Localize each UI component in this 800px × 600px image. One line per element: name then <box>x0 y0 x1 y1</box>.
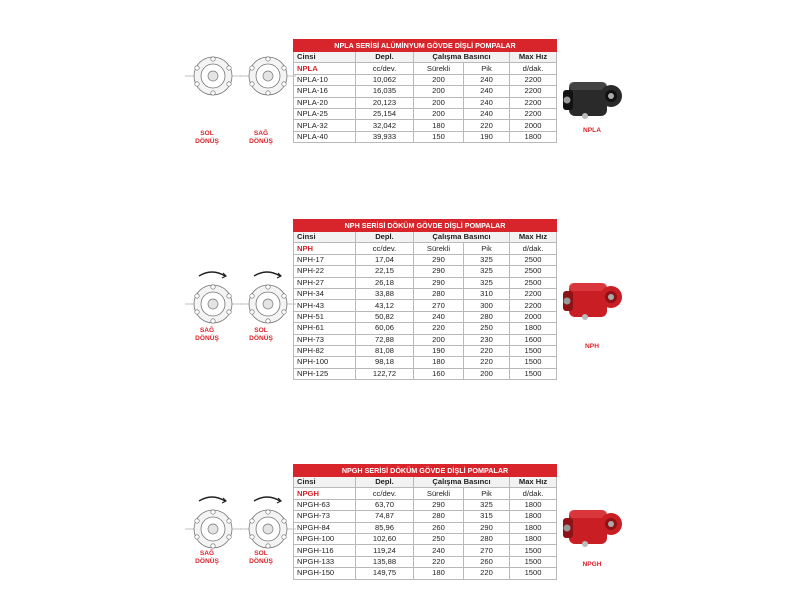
table-row <box>294 533 557 544</box>
cell-max-speed: 2200 <box>510 108 557 119</box>
cell-displacement: 32,042 <box>356 120 414 131</box>
cell-continuous: 180 <box>414 357 464 368</box>
table-unit-row <box>294 63 557 74</box>
speed-unit: d/dak. <box>510 488 557 499</box>
table-row <box>294 311 557 322</box>
table-title: NPLA SERİSİ ALÜMİNYUM GÖVDE DİŞLİ POMPALAR <box>294 40 557 52</box>
cell-continuous: 270 <box>414 300 464 311</box>
table-row <box>294 545 557 556</box>
col-depl: Depl. <box>356 477 414 488</box>
cell-displacement: 16,035 <box>356 86 414 97</box>
col-cinsi: Cinsi <box>294 232 356 243</box>
pump-spec-table <box>293 464 557 580</box>
pressure-cont: Sürekli <box>414 488 464 499</box>
col-max: Max Hız <box>510 232 557 243</box>
cell-model: NPH-51 <box>294 311 356 322</box>
cell-model: NPGH-133 <box>294 556 356 567</box>
rotation-diagram-left <box>185 270 241 335</box>
pump-label: NPLA <box>583 127 601 134</box>
cell-displacement: 72,88 <box>356 334 414 345</box>
speed-unit: d/dak. <box>510 63 557 74</box>
cell-continuous: 290 <box>414 277 464 288</box>
cell-displacement: 85,96 <box>356 522 414 533</box>
cell-continuous: 280 <box>414 288 464 299</box>
pump-image <box>563 72 623 129</box>
series-name: NPH <box>294 243 356 254</box>
cell-model: NPGH-84 <box>294 522 356 533</box>
cell-peak: 250 <box>464 323 510 334</box>
cell-max-speed: 1800 <box>510 522 557 533</box>
table-row <box>294 120 557 131</box>
cell-displacement: 63,70 <box>356 499 414 510</box>
table-row <box>294 74 557 85</box>
rotation-diagram-left <box>185 42 241 107</box>
cell-displacement: 10,062 <box>356 74 414 85</box>
table-header-row <box>294 52 557 63</box>
cell-model: NPH-43 <box>294 300 356 311</box>
cell-model: NPGH-63 <box>294 499 356 510</box>
pump-image <box>563 273 623 330</box>
pressure-peak: Pik <box>464 243 510 254</box>
cell-peak: 280 <box>464 311 510 322</box>
table-row <box>294 277 557 288</box>
cell-displacement: 135,88 <box>356 556 414 567</box>
cell-displacement: 122,72 <box>356 368 414 379</box>
cell-displacement: 81,08 <box>356 345 414 356</box>
cell-peak: 190 <box>464 131 510 142</box>
cell-displacement: 26,18 <box>356 277 414 288</box>
cell-max-speed: 1500 <box>510 568 557 579</box>
cell-max-speed: 2200 <box>510 300 557 311</box>
table-unit-row <box>294 488 557 499</box>
pressure-cont: Sürekli <box>414 63 464 74</box>
cell-max-speed: 1800 <box>510 323 557 334</box>
cell-max-speed: 1500 <box>510 556 557 567</box>
table-row <box>294 300 557 311</box>
cell-max-speed: 2500 <box>510 277 557 288</box>
cell-model: NPH-22 <box>294 266 356 277</box>
cell-model: NPLA-20 <box>294 97 356 108</box>
cell-model: NPLA-40 <box>294 131 356 142</box>
cell-max-speed: 1500 <box>510 545 557 556</box>
cell-max-speed: 1500 <box>510 357 557 368</box>
col-pressure: Çalışma Basıncı <box>414 52 510 63</box>
cell-peak: 240 <box>464 108 510 119</box>
pump-spec-table <box>293 39 557 143</box>
cell-max-speed: 2200 <box>510 97 557 108</box>
cell-continuous: 180 <box>414 120 464 131</box>
table-row <box>294 334 557 345</box>
table-unit-row <box>294 243 557 254</box>
cell-peak: 220 <box>464 357 510 368</box>
rotation-label-right: SOL DÖNÜŞ <box>249 327 273 342</box>
cell-continuous: 290 <box>414 499 464 510</box>
cell-displacement: 43,12 <box>356 300 414 311</box>
cell-max-speed: 2000 <box>510 311 557 322</box>
table-row <box>294 345 557 356</box>
cell-peak: 230 <box>464 334 510 345</box>
table-row <box>294 131 557 142</box>
cell-displacement: 25,154 <box>356 108 414 119</box>
table-row <box>294 288 557 299</box>
table-title: NPH SERİSİ DÖKÜM GÖVDE DİŞLİ POMPALAR <box>294 220 557 232</box>
cell-peak: 325 <box>464 266 510 277</box>
cell-displacement: 33,88 <box>356 288 414 299</box>
cell-continuous: 200 <box>414 86 464 97</box>
cell-model: NPH-73 <box>294 334 356 345</box>
cell-displacement: 50,82 <box>356 311 414 322</box>
table-row <box>294 568 557 579</box>
cell-model: NPLA-16 <box>294 86 356 97</box>
rotation-label-right: SOL DÖNÜŞ <box>249 550 273 565</box>
depl-unit: cc/dev. <box>356 488 414 499</box>
table-row <box>294 97 557 108</box>
cell-max-speed: 2200 <box>510 74 557 85</box>
cell-peak: 270 <box>464 545 510 556</box>
cell-displacement: 74,87 <box>356 511 414 522</box>
cell-peak: 220 <box>464 568 510 579</box>
cell-model: NPGH-116 <box>294 545 356 556</box>
cell-model: NPLA-25 <box>294 108 356 119</box>
cell-model: NPH-61 <box>294 323 356 334</box>
cell-model: NPH-100 <box>294 357 356 368</box>
cell-displacement: 60,06 <box>356 323 414 334</box>
cell-continuous: 220 <box>414 556 464 567</box>
cell-model: NPH-82 <box>294 345 356 356</box>
cell-max-speed: 1600 <box>510 334 557 345</box>
cell-displacement: 39,933 <box>356 131 414 142</box>
table-row <box>294 323 557 334</box>
col-max: Max Hız <box>510 477 557 488</box>
table-row <box>294 499 557 510</box>
cell-continuous: 160 <box>414 368 464 379</box>
depl-unit: cc/dev. <box>356 63 414 74</box>
cell-model: NPH-17 <box>294 254 356 265</box>
depl-unit: cc/dev. <box>356 243 414 254</box>
cell-continuous: 250 <box>414 533 464 544</box>
cell-continuous: 200 <box>414 97 464 108</box>
cell-continuous: 150 <box>414 131 464 142</box>
cell-max-speed: 1800 <box>510 511 557 522</box>
table-row <box>294 108 557 119</box>
cell-continuous: 240 <box>414 311 464 322</box>
pressure-peak: Pik <box>464 63 510 74</box>
cell-max-speed: 2500 <box>510 254 557 265</box>
rotation-label-left: SAĞ DÖNÜŞ <box>195 327 219 342</box>
cell-max-speed: 1800 <box>510 131 557 142</box>
pressure-peak: Pik <box>464 488 510 499</box>
pressure-cont: Sürekli <box>414 243 464 254</box>
cell-peak: 240 <box>464 74 510 85</box>
cell-model: NPGH-100 <box>294 533 356 544</box>
cell-displacement: 149,75 <box>356 568 414 579</box>
cell-displacement: 98,18 <box>356 357 414 368</box>
cell-continuous: 220 <box>414 323 464 334</box>
cell-model: NPGH-150 <box>294 568 356 579</box>
cell-displacement: 20,123 <box>356 97 414 108</box>
cell-model: NPGH-73 <box>294 511 356 522</box>
cell-peak: 280 <box>464 533 510 544</box>
pump-image <box>563 500 623 557</box>
cell-model: NPLA-10 <box>294 74 356 85</box>
table-header-row <box>294 232 557 243</box>
cell-continuous: 180 <box>414 568 464 579</box>
table-row <box>294 357 557 368</box>
rotation-label-left: SAĞ DÖNÜŞ <box>195 550 219 565</box>
cell-continuous: 290 <box>414 266 464 277</box>
cell-max-speed: 2200 <box>510 86 557 97</box>
col-cinsi: Cinsi <box>294 52 356 63</box>
table-row <box>294 556 557 567</box>
cell-peak: 310 <box>464 288 510 299</box>
pump-label: NPGH <box>582 561 602 568</box>
cell-model: NPH-34 <box>294 288 356 299</box>
cell-peak: 290 <box>464 522 510 533</box>
col-pressure: Çalışma Basıncı <box>414 477 510 488</box>
table-row <box>294 86 557 97</box>
cell-continuous: 290 <box>414 254 464 265</box>
pump-label: NPH <box>585 343 599 350</box>
col-depl: Depl. <box>356 232 414 243</box>
cell-max-speed: 1800 <box>510 533 557 544</box>
cell-peak: 220 <box>464 345 510 356</box>
cell-max-speed: 2500 <box>510 266 557 277</box>
col-max: Max Hız <box>510 52 557 63</box>
cell-model: NPH-27 <box>294 277 356 288</box>
cell-peak: 325 <box>464 254 510 265</box>
cell-model: NPLA-32 <box>294 120 356 131</box>
cell-peak: 240 <box>464 97 510 108</box>
cell-continuous: 240 <box>414 545 464 556</box>
rotation-diagram-right <box>240 42 296 107</box>
col-pressure: Çalışma Basıncı <box>414 232 510 243</box>
cell-displacement: 22,15 <box>356 266 414 277</box>
cell-continuous: 190 <box>414 345 464 356</box>
rotation-label-right: SAĞ DÖNÜŞ <box>249 130 273 145</box>
cell-peak: 325 <box>464 277 510 288</box>
table-row <box>294 266 557 277</box>
cell-continuous: 200 <box>414 108 464 119</box>
cell-peak: 220 <box>464 120 510 131</box>
cell-continuous: 200 <box>414 74 464 85</box>
rotation-label-left: SOL DÖNÜŞ <box>195 130 219 145</box>
table-row <box>294 254 557 265</box>
cell-peak: 325 <box>464 499 510 510</box>
speed-unit: d/dak. <box>510 243 557 254</box>
table-header-row <box>294 477 557 488</box>
cell-displacement: 17,04 <box>356 254 414 265</box>
cell-model: NPH-125 <box>294 368 356 379</box>
cell-max-speed: 1800 <box>510 499 557 510</box>
cell-peak: 315 <box>464 511 510 522</box>
cell-continuous: 280 <box>414 511 464 522</box>
table-row <box>294 368 557 379</box>
cell-max-speed: 2200 <box>510 288 557 299</box>
col-depl: Depl. <box>356 52 414 63</box>
cell-continuous: 260 <box>414 522 464 533</box>
rotation-diagram-right <box>240 270 296 335</box>
table-row <box>294 511 557 522</box>
series-name: NPLA <box>294 63 356 74</box>
table-title: NPGH SERİSİ DÖKÜM GÖVDE DİŞLİ POMPALAR <box>294 465 557 477</box>
table-row <box>294 522 557 533</box>
cell-continuous: 200 <box>414 334 464 345</box>
series-name: NPGH <box>294 488 356 499</box>
cell-displacement: 119,24 <box>356 545 414 556</box>
cell-max-speed: 1500 <box>510 345 557 356</box>
cell-peak: 300 <box>464 300 510 311</box>
cell-peak: 240 <box>464 86 510 97</box>
cell-max-speed: 2000 <box>510 120 557 131</box>
cell-peak: 200 <box>464 368 510 379</box>
cell-displacement: 102,60 <box>356 533 414 544</box>
cell-peak: 260 <box>464 556 510 567</box>
col-cinsi: Cinsi <box>294 477 356 488</box>
cell-max-speed: 1500 <box>510 368 557 379</box>
pump-spec-table <box>293 219 557 380</box>
